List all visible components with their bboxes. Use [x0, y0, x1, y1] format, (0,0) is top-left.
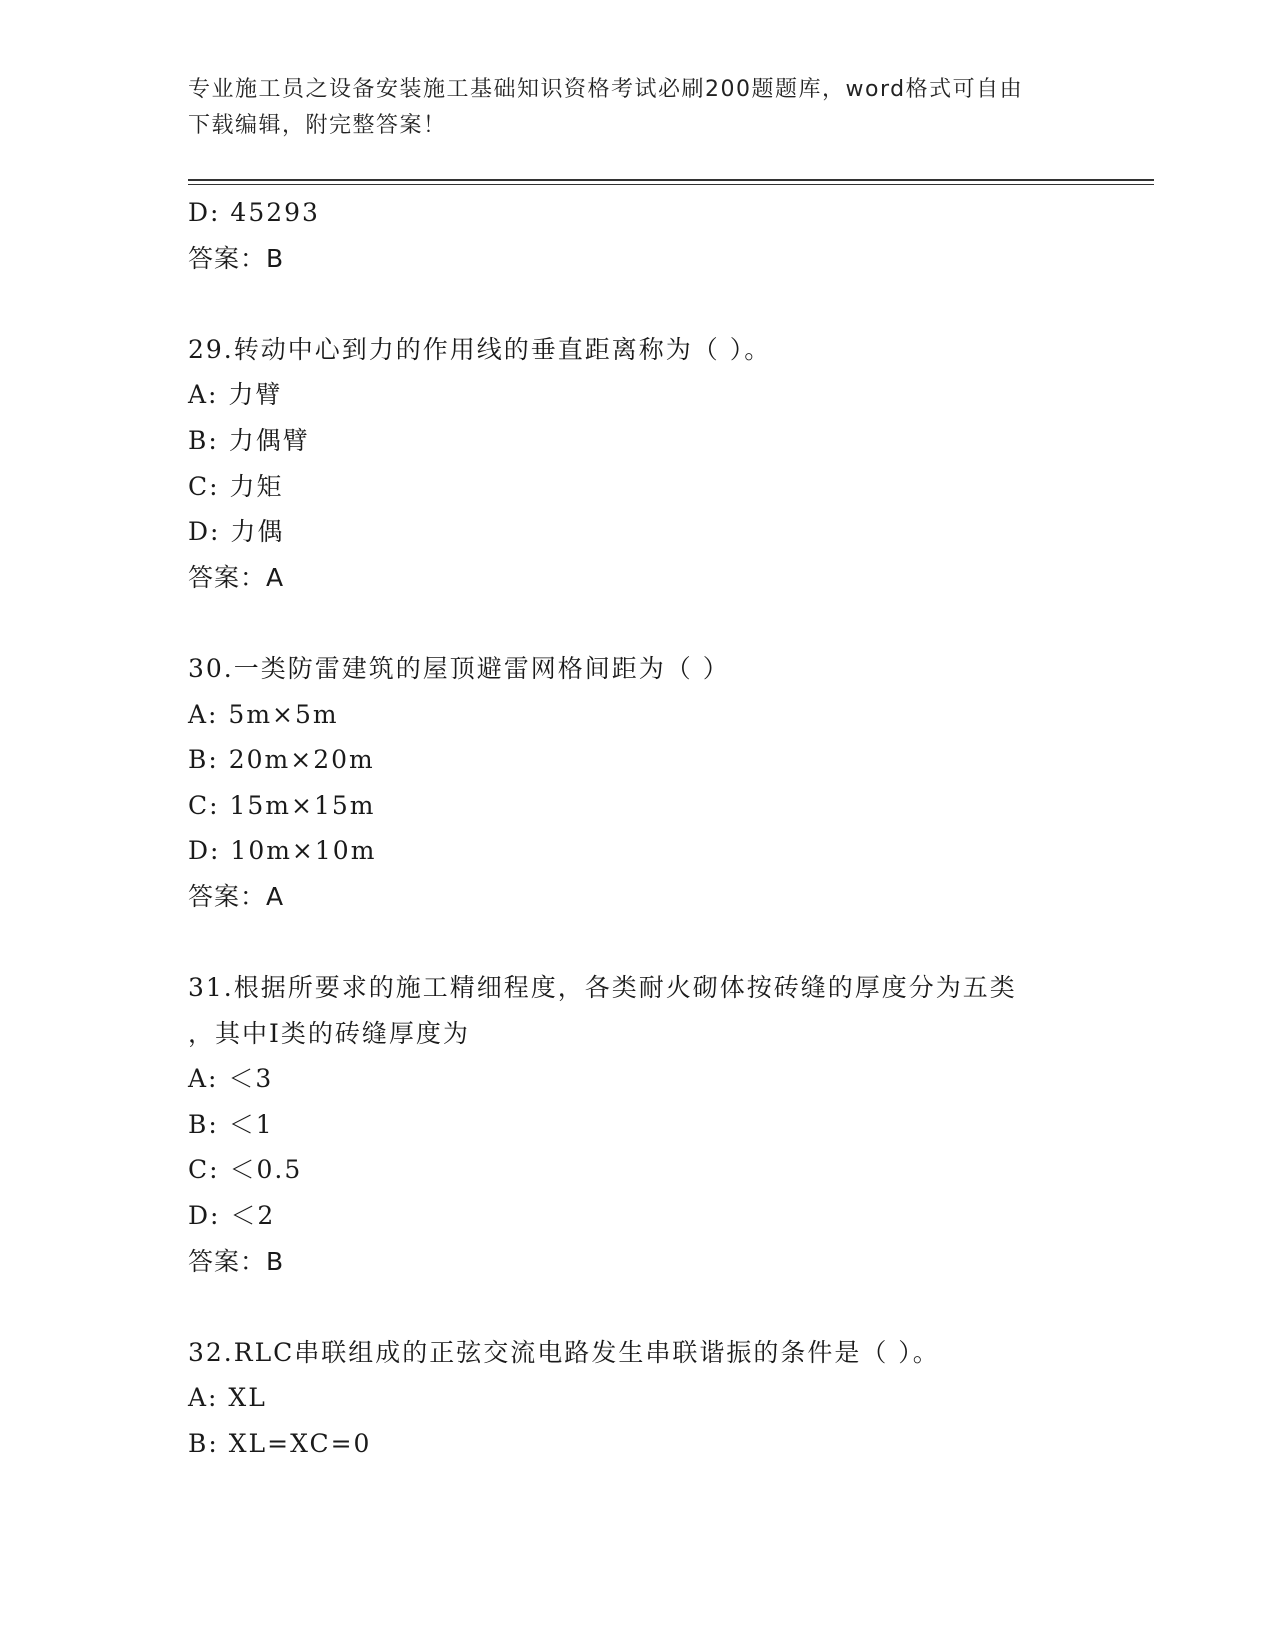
question-block-30	[188, 646, 1128, 920]
option-b: B: ＜1	[188, 1109, 274, 1139]
question-list	[188, 190, 1128, 1467]
answer-text: 答案：A	[188, 562, 285, 592]
question-text: 32.RLC串联组成的正弦交流电路发生串联谐振的条件是（ ）。	[188, 1337, 940, 1367]
spacer	[188, 920, 1128, 966]
option-b: B: 20m×20m	[188, 745, 375, 775]
spacer	[188, 281, 1128, 327]
document-header	[188, 72, 1088, 144]
option-c: C: 力矩	[188, 471, 284, 501]
option-a: A: XL	[188, 1383, 267, 1413]
question-text: 30.一类防雷建筑的屋顶避雷网格间距为（ ）	[188, 653, 730, 683]
answer-text: 答案：B	[188, 243, 285, 273]
option-c: C: 15m×15m	[188, 790, 376, 820]
option-b: B: XL=XC=0	[188, 1429, 372, 1459]
question-text: 29.转动中心到力的作用线的垂直距离称为（ ）。	[188, 334, 772, 364]
option-a: A: 5m×5m	[188, 699, 339, 729]
option-d: D: 45293	[188, 198, 320, 227]
question-block-31	[188, 965, 1128, 1284]
answer-text: 答案：A	[188, 881, 285, 911]
option-c: C: ＜0.5	[188, 1155, 303, 1185]
option-a: A: 力臂	[188, 380, 283, 410]
question-block-29	[188, 327, 1128, 601]
option-d: D: ＜2	[188, 1201, 276, 1231]
question-text-line-2: ，其中Ⅰ类的砖缝厚度为	[188, 1018, 470, 1048]
spacer	[188, 600, 1128, 646]
header-divider-thin	[188, 184, 1154, 185]
question-block-32	[188, 1330, 1128, 1467]
option-b: B: 力偶臂	[188, 425, 310, 455]
option-d: D: 10m×10m	[188, 836, 377, 866]
answer-text: 答案：B	[188, 1246, 285, 1276]
option-d: D: 力偶	[188, 517, 285, 547]
option-a: A: ＜3	[188, 1064, 274, 1094]
header-line-2: 下载编辑，附完整答案！	[188, 113, 447, 138]
spacer	[188, 1284, 1128, 1330]
header-line-1: 专业施工员之设备安装施工基础知识资格考试必刷200题题库，word格式可自由	[188, 77, 1024, 102]
header-divider-thick	[188, 179, 1154, 181]
question-text-line-1: 31.根据所要求的施工精细程度，各类耐火砌体按砖缝的厚度分为五类	[188, 973, 1017, 1003]
